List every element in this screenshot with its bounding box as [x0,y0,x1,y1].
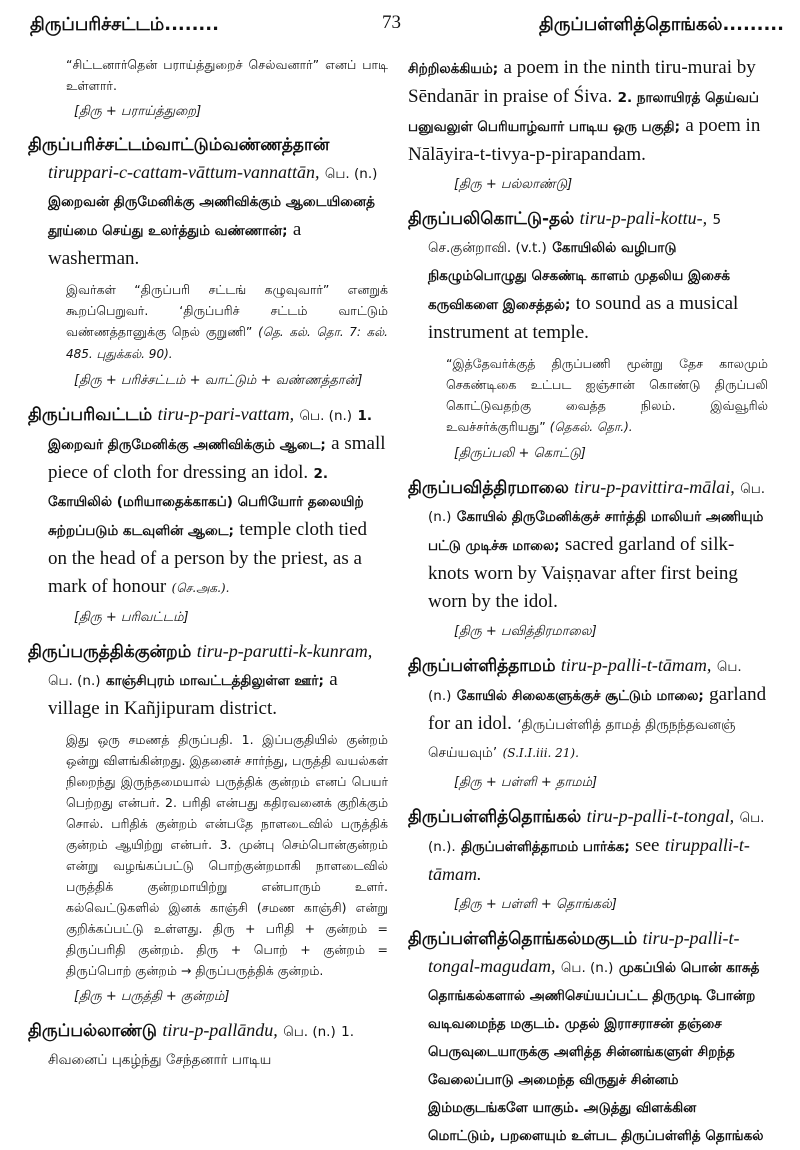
tamil-definition: 1. இறைவர் திருமேனிக்கு அணிவிக்கும் ஆடை; [48,408,373,453]
english-definition: garland for an idol. [428,684,767,734]
etymology: [திருப்பலி + கொட்டு] [454,446,586,461]
etymology: [திரு + பள்ளி + தொங்கல்] [454,897,617,912]
tamil-definition: முகப்பில் பொன் காசுத் தொங்கல்களால் அணிசெய்யப்பட்ட திருமுடி போன்ற வடிவமைந்த மகுடம். முதல் இராசராசன் தஞ்சை பெருவுடையாருக்கு அளித்த சின்னங்களுள் சிறந்த வேலைப்பாடு அமைந்த விருதுச் சின்னம் இம்மகுடங்களே யாகும். அடுத்து விளக்கின மொட்டும், பறளையும் உள்பட திருப்பள்ளித் தொங்கல் [428,960,764,1144]
grammar-label: பெ. (n.) [428,481,766,525]
etymology: [திரு + பல்லாண்டு] [454,177,573,192]
headword: திருப்பல்லாண்டு [28,1021,157,1041]
english-definition: see [635,835,660,856]
transliteration: tiru-p-pari-vattam, [157,404,295,424]
right-column [408,54,768,1144]
grammar-label: பெ. (n.). [428,810,765,855]
headword: திருப்பள்ளித்தொங்கல் [408,807,582,827]
english-definition: a poem in Nālāyira-t-tivya-p-pirapandam. [408,115,761,165]
dictionary-entry-continued [408,54,768,169]
grammar-label: பெ. (n.) [299,408,353,424]
transliteration: tiru-p-palli-t-tāmam, [560,655,712,675]
headword: திருப்பலிகொட்டு-தல் [408,209,575,229]
english-definition: a village in Kañjipuram district. [48,669,338,719]
page-number: 73 [382,12,401,33]
etymology: [திரு + பரிவட்டம்] [74,610,189,625]
transliteration: tiru-p-pali-kottu-, [579,208,708,228]
dictionary-entry [408,652,768,767]
dictionary-entry [408,803,768,889]
english-definition: sacred garland of silk-knots worn by Vaiṣṇavar after first being worn by the idol. [428,534,738,612]
english-definition: to sound as a musical instrument at temple. [428,293,739,343]
tamil-definition: கோயிலில் வழிபாடு நிகழும்பொழுது செகண்டி காளம் முதலிய இசைக் கருவிகளை இசைத்தல்; [428,240,731,313]
headword: திருப்பருத்திக்குன்றம் [28,642,192,662]
grammar-label: பெ. (n.) [283,1024,336,1040]
citation-source: (தெ. கல். தொ. 7: கல். 485. புதுக்கல். 90). [66,325,388,361]
etymology: [திரு + பரிச்சட்டம் + வாட்டும் + வண்ணத்தான்] [74,373,363,388]
dictionary-entry [28,638,388,723]
tamil-definition: காஞ்சிபுரம் மாவட்டத்திலுள்ள ஊர்; [105,673,324,689]
headword: திருப்பள்ளித்தாமம் [408,656,556,676]
dictionary-entry [28,401,388,602]
tamil-definition: சிற்றிலக்கியம்; [408,61,499,77]
grammar-label: பெ. (n.) [324,166,378,182]
tamil-definition: இறைவன் திருமேனிக்கு அணிவிக்கும் ஆடையினைத் தூய்மை செய்து உலர்த்தும் வண்ணான்; [48,194,375,239]
citation-text: “இத்தேவர்க்குத் திருப்பணி மூன்று தேச காலமும் செகண்டிகை உட்பட ஐஞ்சான் கொண்டு திருப்பலி கொட்டுவதற்கு வைத்த நிலம். இவ்வூரில் உவச்சர்க்குரியது” [446,356,768,434]
etymology: [திரு + பராய்த்துறை] [74,104,202,119]
citation [446,353,768,438]
etymology: [திரு + பவித்திரமாலை] [454,624,597,639]
citation-text: இவர்கள் “திருப்பரி சட்டங் கழுவுவார்” எனறுக் கூறப்பெறுவர். ‘திருப்பரிச் சட்டம் வாட்டும் வண்ணத்தானுக்கு நெல் குறுணி” [66,282,388,339]
cross-reference: tiruppalli-t-tāmam. [428,835,750,884]
dictionary-entry [408,474,768,616]
tamil-definition: 1. சிவனைப் புகழ்ந்து சேந்தனார் பாடிய [48,1024,355,1068]
header-left-guide-word: திருப்பரிச்சட்டம்........ [30,14,219,35]
tamil-definition: திருப்பள்ளித்தாமம் பார்க்க; [461,839,630,855]
transliteration: tiru-p-parutti-k-kunram, [196,641,373,661]
english-definition: temple cloth tied on the head of a person by the priest, as a mark of honour [48,519,367,597]
left-column [28,54,388,1094]
citation-source: (தெகல். தொ.). [549,420,633,434]
tamil-definition: கோயில் திருமேனிக்குச் சார்த்தி மாலியர் அணியும் பட்டு முடிச்சு மாலை; [428,509,764,554]
transliteration: tiru-p-pallāndu, [162,1020,278,1040]
grammar-label: பெ. (n.) [428,659,742,704]
source-abbrev: (செ.அக.). [171,581,230,595]
headword: திருப்பரிச்சட்டம்வாட்டும்வண்ணத்தான் [28,135,330,155]
transliteration: tiru-p-palli-t-tongal, [586,806,735,826]
headword: திருப்பவித்திரமாலை [408,478,569,498]
tamil-definition: 2. கோயிலில் (மரியாதைக்காகப்) பெரியோர் தலையிற் சுற்றப்படும் கடவுளின் ஆடை; [48,466,364,539]
dictionary-entry [408,925,768,1150]
dictionary-entry [28,1017,388,1074]
transliteration: tiruppari-c-cattam-vāttum-vannattān, [48,162,320,182]
transliteration: tiru-p-palli-t-tongal-magudam, [428,928,740,976]
headword: திருப்பரிவட்டம் [28,405,153,425]
page-header [0,8,800,48]
english-definition: a washerman. [48,219,302,269]
grammar-label: பெ. (n.) [48,673,101,689]
tamil-definition: 2. நாலாயிரத் தெய்வப் பனுவலுள் பெரியாழ்வார் பாடிய ஒரு பகுதி; [408,90,759,135]
intro-quote: “சிட்டனார்தென் பராய்த்துறைச் செல்வனார்” எனப் பாடி உள்ளார். [66,57,388,93]
english-definition: a poem in the ninth tiru-murai by Sēndanār in praise of Śiva. [408,57,756,107]
grammar-label: பெ. (n.) [560,960,614,976]
grammar-label: 5 செ.குன்றாவி. (v.t.) [428,212,722,256]
citation-text: ‘திருப்பள்ளித் தாமத் திருநந்தவனஞ் செய்யவும்’ [428,717,736,761]
dictionary-entry [28,132,388,273]
etymology: [திரு + பருத்தி + குன்றம்] [74,989,230,1004]
citation-text: இது ஒரு சமணத் திருப்பதி. 1. இப்பகுதியில் குன்றம் ஒன்று விளங்கின்றது. இதனைச் சார்ந்து, பருத்தி வயல்கள் நிறைந்து இருந்தமையால் பருத்திக் குன்றம் எனப் பெயர் பெற்றது என்பர். 2. பரிதி என்பது கதிரவனைக் குறிக்கும் சொல். பரிதிக் குன்றம் என்பதே நாளடைவில் பருத்திக் குன்றம் ஆயிற்று என்பர். 3. முன்பு செம்பொன்குன்றம் என்று வழங்கப்பட்டு பொற்குன்றமாகி நாளடைவில் பருத்திக் குன்றமாயிற்று என்பாரும் உளர். கல்வெட்டுகளில் இனக் காஞ்சி (சமண காஞ்சி) என்று குறிக்கப்பட்டு உள்ளது. திரு + பரிதி + குன்றம் = திருப்பரிதி குன்றம். திரு + பொற் + குன்றம் = திருப்பொற் குன்றம் → திருப்பருத்திக் குன்றம். [66,732,388,978]
transliteration: tiru-p-pavittira-mālai, [574,477,735,497]
headword: திருப்பள்ளித்தொங்கல்மகுடம் [408,929,638,949]
tamil-definition: கோயில் சிலைகளுக்குச் சூட்டும் மாலை; [456,688,704,704]
etymology: [திரு + பள்ளி + தாமம்] [454,775,598,790]
header-right-guide-word: திருப்பள்ளித்தொங்கல்......... [539,14,784,35]
citation [66,279,388,365]
citation-source: (S.I.I.iii. 21). [502,746,579,760]
dictionary-entry [408,205,768,347]
english-definition: a small piece of cloth for dressing an idol. [48,433,386,483]
